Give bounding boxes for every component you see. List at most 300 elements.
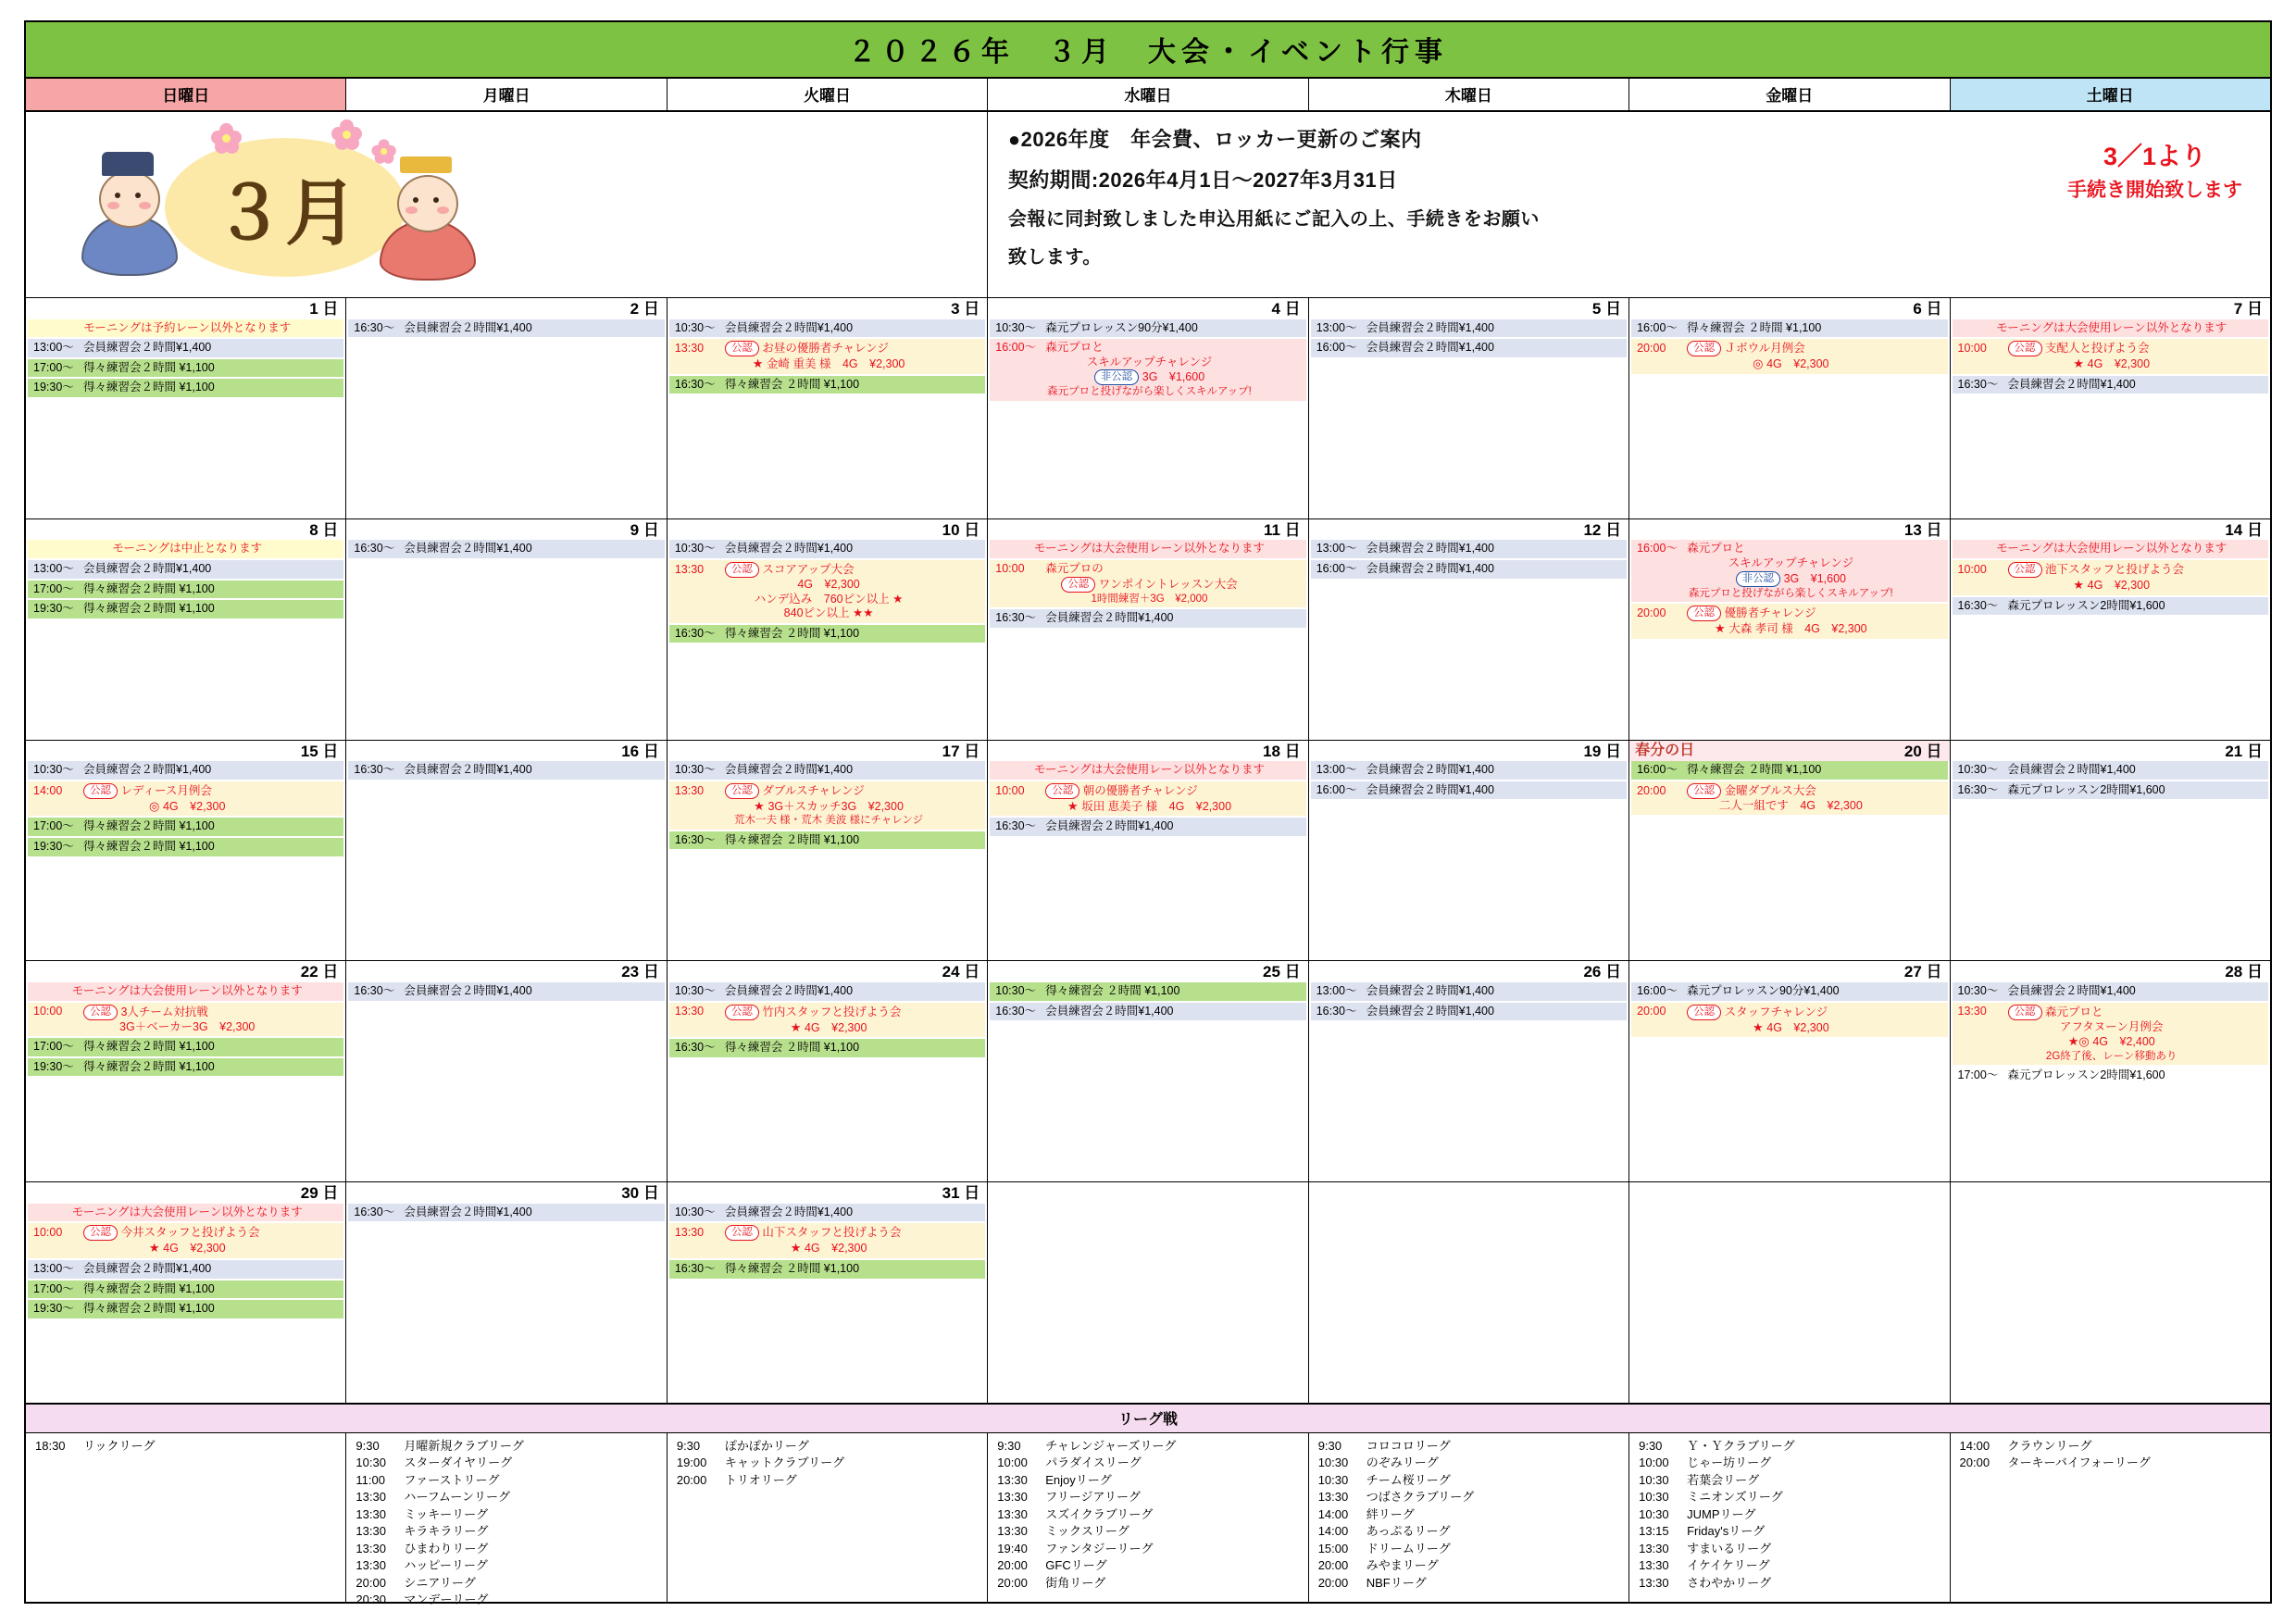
day-event <box>28 560 343 579</box>
day-number: 1 日 <box>309 300 339 318</box>
plum-flower-icon <box>331 119 363 151</box>
league-time: 13:30 <box>997 1472 1028 1487</box>
event-text: 森元プロレッスン2時間¥1,600 <box>2007 598 2165 612</box>
league-name: ハッピーリーグ <box>404 1558 488 1573</box>
league-item <box>1639 1489 1945 1505</box>
event-text: お昼の優勝者チャレンジ <box>762 341 889 355</box>
day-event <box>1311 319 1627 338</box>
event-line <box>1316 1005 1624 1019</box>
league-name: キャットクラブリーグ <box>724 1455 845 1470</box>
event-text: ワンポイントレッスン大会 <box>1098 577 1238 591</box>
day-event <box>28 1204 343 1222</box>
league-name: ミッキーリーグ <box>404 1506 489 1521</box>
event-text: 会員練習会２時間¥1,400 <box>2007 377 2136 391</box>
event-text: 会員練習会２時間¥1,400 <box>1366 983 1494 997</box>
calendar-day-cell[interactable] <box>26 298 346 518</box>
event-text: モーニングは予約レーン以外となります <box>83 320 292 334</box>
day-number: 4 日 <box>1271 300 1301 318</box>
league-name: ファンタジーリーグ <box>1045 1541 1154 1555</box>
league-name: じゃー坊リーグ <box>1687 1455 1772 1470</box>
event-text: 会員練習会２時間¥1,400 <box>1366 542 1494 556</box>
day-event <box>990 540 1305 558</box>
calendar-day-cell[interactable] <box>346 519 667 740</box>
league-time: 9:30 <box>676 1439 701 1453</box>
league-item <box>356 1575 662 1592</box>
league-time: 13:30 <box>1639 1558 1669 1573</box>
event-text: 得々練習会２時間 ¥1,100 <box>83 1059 215 1073</box>
league-item <box>1960 1438 2266 1455</box>
event-time: 17:00〜 <box>1957 1068 1999 1082</box>
league-time: 13:30 <box>997 1524 1028 1539</box>
league-time: 13:30 <box>356 1524 386 1539</box>
league-item <box>356 1506 662 1523</box>
league-item <box>1639 1523 1945 1540</box>
event-text: 池下スタッフと投げよう会 <box>2045 562 2185 576</box>
event-text: 1時間練習＋3G ¥2,000 <box>1091 593 1208 605</box>
calendar-day-cell[interactable] <box>1309 961 1629 1181</box>
weekday-header-2: 火曜日 <box>668 79 988 110</box>
day-event <box>669 761 985 780</box>
event-text: 大森 孝司 様 4G ¥2,300 <box>1728 621 1867 635</box>
event-line <box>354 1206 661 1220</box>
day-event <box>669 319 985 338</box>
event-text: スコアアップ大会 <box>762 562 855 576</box>
event-line <box>675 542 982 556</box>
event-text: 荒木一夫 様・荒木 美波 様にチャレンジ <box>733 815 924 827</box>
event-text: 得々練習会 ２時間 ¥1,100 <box>1687 763 1822 777</box>
league-item <box>356 1541 662 1557</box>
calendar-day-cell[interactable] <box>988 961 1308 1181</box>
day-event <box>669 1003 985 1038</box>
day-event <box>348 1204 664 1222</box>
calendar-day-cell[interactable] <box>346 1182 667 1403</box>
event-text: 会員練習会２時間¥1,400 <box>1366 763 1494 777</box>
calendar-day-cell[interactable] <box>988 1182 1308 1403</box>
event-time: 16:00〜 <box>1316 561 1357 575</box>
league-time: 11:00 <box>356 1472 385 1487</box>
event-time: 13:30 <box>674 1005 705 1018</box>
day-event <box>28 600 343 618</box>
event-text: モーニングは大会使用レーン以外となります <box>1033 542 1265 556</box>
calendar-day-cell[interactable] <box>26 519 346 740</box>
weekday-header-6: 土曜日 <box>1951 79 2270 110</box>
event-time: 10:00 <box>33 1226 63 1240</box>
calendar-day-cell[interactable] <box>988 519 1308 740</box>
event-line <box>1958 562 2265 578</box>
league-column-4 <box>1309 1433 1629 1602</box>
league-time: 10:30 <box>1317 1455 1349 1470</box>
league-name: NBFリーグ <box>1366 1575 1427 1590</box>
day-event <box>1953 982 2268 1001</box>
calendar-day-cell[interactable] <box>1309 519 1629 740</box>
event-line <box>33 1005 341 1020</box>
event-text: ダブルスチャレンジ <box>762 783 865 797</box>
event-text: 森元プロと <box>2045 1005 2103 1018</box>
event-text: 会員練習会２時間¥1,400 <box>404 542 532 556</box>
event-line <box>1316 562 1624 577</box>
event-time: 20:00 <box>1637 341 1666 355</box>
event-line <box>1637 542 1944 556</box>
event-line <box>33 763 341 778</box>
league-item <box>997 1557 1304 1574</box>
day-number: 19 日 <box>1583 742 1622 760</box>
day-event <box>669 781 985 830</box>
day-event <box>669 339 985 374</box>
calendar-day-cell[interactable] <box>1309 298 1629 518</box>
weekday-header-1: 月曜日 <box>346 79 667 110</box>
event-time: 17:00〜 <box>33 360 74 374</box>
event-text: 得々練習会２時間 ¥1,100 <box>83 581 215 595</box>
day-number: 2 日 <box>630 300 659 318</box>
day-event <box>348 540 664 558</box>
league-name: すまいるリーグ <box>1687 1541 1772 1555</box>
league-time: 13:30 <box>997 1490 1028 1505</box>
event-line <box>33 361 341 376</box>
league-item <box>1960 1455 2266 1471</box>
day-number: 16 日 <box>621 742 659 760</box>
event-time: 16:00〜 <box>1637 320 1678 334</box>
league-time: 10:30 <box>1639 1472 1669 1487</box>
day-event <box>348 982 664 1001</box>
day-event <box>1311 540 1627 558</box>
holiday-label: 春分の日 <box>1635 742 1695 758</box>
event-line <box>675 341 982 356</box>
event-text: 会員練習会２時間¥1,400 <box>1366 341 1494 355</box>
event-line <box>1316 984 1624 999</box>
event-text: 森元プロの <box>1045 561 1104 575</box>
calendar-day-cell[interactable] <box>1951 741 2270 961</box>
weekday-header-0: 日曜日 <box>26 79 346 110</box>
league-name: キラキラリーグ <box>404 1524 489 1539</box>
league-item <box>1639 1438 1945 1455</box>
calendar-day-cell[interactable] <box>1309 1182 1629 1403</box>
event-time: 13:00〜 <box>33 341 74 355</box>
league-time: 13:15 <box>1639 1524 1669 1539</box>
league-time: 13:30 <box>1317 1490 1349 1505</box>
league-item <box>356 1472 662 1489</box>
star-circle-icon: ★◎ <box>2067 1034 2093 1049</box>
event-text: 竹内スタッフと投げよう会 <box>762 1005 902 1018</box>
league-time: 18:30 <box>35 1439 66 1453</box>
event-line <box>1958 783 2265 798</box>
event-line <box>995 321 1303 336</box>
event-time: 13:30 <box>674 1226 705 1240</box>
event-time: 10:30〜 <box>995 320 1037 334</box>
league-item <box>997 1472 1304 1489</box>
calendar-day-cell[interactable] <box>668 1182 988 1403</box>
event-text: ハンデ込み 760ピン以上 ★ <box>754 592 904 606</box>
calendar-day-cell[interactable] <box>1309 741 1629 961</box>
day-event <box>1311 761 1627 780</box>
calendar-day-cell[interactable] <box>346 741 667 961</box>
calendar-week-0 <box>26 298 2270 519</box>
event-text: 会員練習会２時間¥1,400 <box>404 983 532 997</box>
notice-cell <box>988 112 2270 297</box>
event-text: 会員練習会２時間¥1,400 <box>83 1261 212 1275</box>
event-text: 得々練習会２時間 ¥1,100 <box>83 1281 215 1295</box>
event-text: 3G＋ベーカー3G ¥2,300 <box>119 1019 256 1033</box>
calendar-frame <box>24 20 2272 1607</box>
event-line <box>33 1225 341 1241</box>
league-item <box>1318 1455 1625 1471</box>
event-time: 19:30〜 <box>33 1059 74 1073</box>
event-line <box>675 1041 982 1056</box>
event-time: 10:30〜 <box>674 1205 716 1218</box>
month-graphic-cell <box>26 112 988 297</box>
event-time: 10:00 <box>1957 562 1987 576</box>
weekday-header-3: 水曜日 <box>988 79 1308 110</box>
event-text: 会員練習会２時間¥1,400 <box>1045 819 1174 833</box>
league-item <box>997 1575 1304 1592</box>
league-column-2 <box>668 1433 988 1602</box>
event-line <box>33 1060 341 1075</box>
official-badge: 公認 <box>1687 341 1721 356</box>
league-time: 14:00 <box>1959 1439 1990 1453</box>
calendar-day-cell[interactable] <box>1629 741 1950 961</box>
day-number: 14 日 <box>2225 520 2263 539</box>
day-number: 8 日 <box>309 520 339 539</box>
event-text: Ｊボウル月例会 <box>1724 341 1805 355</box>
league-time: 20:00 <box>1317 1575 1349 1590</box>
league-time: 20:00 <box>676 1472 707 1487</box>
league-time: 13:30 <box>356 1490 386 1505</box>
event-line <box>33 1206 341 1220</box>
event-text: 得々練習会 ２時間 ¥1,100 <box>724 377 860 391</box>
event-text: 森元プロレッスン2時間¥1,600 <box>2007 1068 2165 1082</box>
event-text: 840ピン以上 ★★ <box>783 606 874 620</box>
day-event <box>28 1280 343 1299</box>
event-line <box>33 1241 341 1256</box>
league-item <box>1318 1472 1625 1489</box>
event-time: 16:30〜 <box>354 1205 395 1218</box>
league-column-6 <box>1951 1433 2270 1602</box>
league-item <box>1318 1523 1625 1540</box>
day-event <box>990 781 1305 817</box>
day-event <box>1953 376 2268 394</box>
star-icon: ★ <box>754 798 768 813</box>
day-number: 30 日 <box>621 1184 659 1203</box>
day-event <box>1953 540 2268 558</box>
star-icon: ★ <box>2073 577 2088 592</box>
event-line <box>675 562 982 578</box>
official-badge: 公認 <box>1061 577 1095 593</box>
event-line <box>1316 763 1624 778</box>
calendar-day-cell[interactable] <box>26 741 346 961</box>
calendar-day-cell[interactable] <box>668 961 988 1181</box>
event-line <box>995 611 1303 626</box>
event-text: 朝の優勝者チャレンジ <box>1082 783 1198 797</box>
day-event <box>669 1204 985 1222</box>
event-line <box>675 1020 982 1036</box>
league-item <box>35 1438 342 1455</box>
event-time: 16:30〜 <box>1957 377 1999 391</box>
calendar-day-cell[interactable] <box>1951 519 2270 740</box>
day-event <box>348 319 664 338</box>
official-badge: 公認 <box>725 1225 759 1241</box>
event-text: 4G ¥2,300 <box>163 1242 226 1255</box>
event-text: 4G ¥2,300 <box>2087 578 2151 592</box>
league-name: シニアリーグ <box>404 1575 476 1590</box>
league-item <box>356 1557 662 1574</box>
league-time: 19:00 <box>676 1455 707 1470</box>
event-time: 16:00〜 <box>995 341 1037 355</box>
day-event <box>669 625 985 643</box>
league-name: マンデーリーグ <box>404 1593 489 1607</box>
event-line <box>33 1262 341 1277</box>
event-line <box>1958 378 2265 393</box>
event-time: 16:30〜 <box>674 1041 716 1055</box>
event-line <box>1958 1050 2265 1063</box>
event-time: 10:30〜 <box>1957 983 1999 997</box>
day-number: 10 日 <box>942 520 980 539</box>
event-line <box>1637 783 1944 799</box>
calendar-day-cell[interactable] <box>668 519 988 740</box>
event-line <box>995 819 1303 834</box>
calendar-day-cell[interactable] <box>1629 298 1950 518</box>
day-event <box>28 761 343 780</box>
day-event <box>990 761 1305 780</box>
event-line <box>33 1040 341 1055</box>
event-time: 13:30 <box>674 562 705 576</box>
event-line <box>995 763 1303 778</box>
event-time: 13:30 <box>674 783 705 797</box>
league-time: 19:40 <box>997 1541 1028 1555</box>
day-event <box>669 831 985 850</box>
event-time: 16:00〜 <box>1637 983 1678 997</box>
event-time: 19:30〜 <box>33 1302 74 1316</box>
event-text: 会員練習会２時間¥1,400 <box>724 542 854 556</box>
event-text: 3G ¥1,600 <box>1142 370 1205 384</box>
event-time: 16:30〜 <box>354 983 395 997</box>
calendar-day-cell[interactable] <box>346 298 667 518</box>
star-icon: ★ <box>752 356 767 371</box>
day-event <box>1311 982 1627 1001</box>
event-text: 金崎 重美 様 4G ¥2,300 <box>767 357 905 371</box>
calendar-day-cell[interactable] <box>26 1182 346 1403</box>
event-time: 16:30〜 <box>354 763 395 777</box>
day-event <box>1953 597 2268 616</box>
calendar-day-cell[interactable] <box>1629 519 1950 740</box>
event-line <box>675 356 982 372</box>
day-number: 9 日 <box>630 520 659 539</box>
day-event <box>990 339 1305 401</box>
event-text: 会員練習会２時間¥1,400 <box>724 763 854 777</box>
league-time: 10:30 <box>1639 1490 1669 1505</box>
plum-flower-icon <box>371 139 396 164</box>
doll-eye <box>433 197 439 203</box>
league-name: GFCリーグ <box>1045 1558 1107 1573</box>
star-icon: ★ <box>790 1019 805 1034</box>
doll-eye <box>135 193 141 198</box>
event-text: スタッフチャレンジ <box>1724 1005 1828 1018</box>
official-badge: 公認 <box>1687 783 1721 799</box>
hina-doll-illustration <box>26 112 987 297</box>
event-text: 得々練習会２時間 ¥1,100 <box>83 1040 215 1054</box>
event-line <box>33 1020 341 1035</box>
calendar-day-cell[interactable] <box>1629 1182 1950 1403</box>
event-time: 16:30〜 <box>674 1261 716 1275</box>
event-text: 金曜ダブルス大会 <box>1724 783 1816 797</box>
day-event <box>990 982 1305 1001</box>
calendar-day-cell[interactable] <box>1951 1182 2270 1403</box>
day-event <box>28 1038 343 1056</box>
event-text: 会員練習会２時間¥1,400 <box>1366 1004 1494 1018</box>
doll-cheek <box>139 202 151 209</box>
day-event <box>990 818 1305 836</box>
star-icon: ★ <box>1715 620 1729 635</box>
event-time: 10:30〜 <box>674 983 716 997</box>
event-time: 16:30〜 <box>354 320 395 334</box>
league-name: ミックスリーグ <box>1045 1524 1129 1539</box>
calendar-weeks <box>26 298 2270 1404</box>
calendar-day-cell[interactable] <box>668 741 988 961</box>
event-time: 19:30〜 <box>33 840 74 854</box>
event-text: 坂田 恵美子 様 4G ¥2,300 <box>1081 799 1232 813</box>
league-item <box>356 1489 662 1505</box>
league-column-1 <box>346 1433 667 1607</box>
day-event <box>1953 339 2268 374</box>
event-line <box>995 1005 1303 1019</box>
event-time: 19:30〜 <box>33 381 74 394</box>
day-number: 春分の日 20 日 <box>1629 741 1949 762</box>
league-item <box>997 1438 1304 1455</box>
event-line <box>1316 783 1624 798</box>
event-time: 20:00 <box>1637 606 1666 619</box>
event-line <box>354 542 661 556</box>
calendar-day-cell[interactable] <box>668 298 988 518</box>
event-text: 4G ¥2,300 <box>804 1020 867 1034</box>
star-icon: ★ <box>790 1241 805 1255</box>
calendar-day-cell[interactable] <box>988 741 1308 961</box>
day-number: 24 日 <box>942 963 980 981</box>
calendar-day-cell[interactable] <box>1629 961 1950 1181</box>
event-time: 13:00〜 <box>33 561 74 575</box>
day-event <box>1953 560 2268 595</box>
event-text: 会員練習会２時間¥1,400 <box>1366 320 1494 334</box>
event-line <box>675 593 982 607</box>
event-text: 会員練習会２時間¥1,400 <box>1366 561 1494 575</box>
event-text: 得々練習会２時間 ¥1,100 <box>83 840 215 854</box>
calendar-day-cell[interactable] <box>1951 298 2270 518</box>
calendar-day-cell[interactable] <box>26 961 346 1181</box>
calendar-day-cell[interactable] <box>1951 961 2270 1181</box>
event-text: 会員練習会２時間¥1,400 <box>404 763 532 777</box>
calendar-day-cell[interactable] <box>988 298 1308 518</box>
event-time: 13:00〜 <box>1316 983 1357 997</box>
event-text: 会員練習会２時間¥1,400 <box>404 320 532 334</box>
calendar-week-2 <box>26 741 2270 962</box>
event-line <box>675 984 982 999</box>
day-number: 13 日 <box>1903 520 1942 539</box>
event-line <box>675 763 982 778</box>
day-event <box>1953 319 2268 338</box>
league-time: 14:00 <box>1317 1506 1349 1521</box>
unofficial-badge: 非公認 <box>1736 571 1781 587</box>
doll-eye <box>115 193 120 198</box>
league-time: 10:30 <box>1639 1506 1669 1521</box>
event-time: 10:30〜 <box>995 983 1037 997</box>
event-text: 得々練習会 ２時間 ¥1,100 <box>724 626 860 640</box>
league-name: 絆リーグ <box>1366 1506 1415 1521</box>
calendar-day-cell[interactable] <box>346 961 667 1181</box>
event-line <box>1316 341 1624 356</box>
banner-row <box>26 112 2270 298</box>
day-event <box>990 1003 1305 1021</box>
event-text: アフタヌーン月例会 <box>2060 1019 2164 1033</box>
official-badge: 公認 <box>725 341 759 356</box>
notice-line-3: 会報に同封致しました申込用紙にご記入の上、手続きをお願い <box>1007 208 1540 230</box>
event-line <box>1637 341 1944 356</box>
